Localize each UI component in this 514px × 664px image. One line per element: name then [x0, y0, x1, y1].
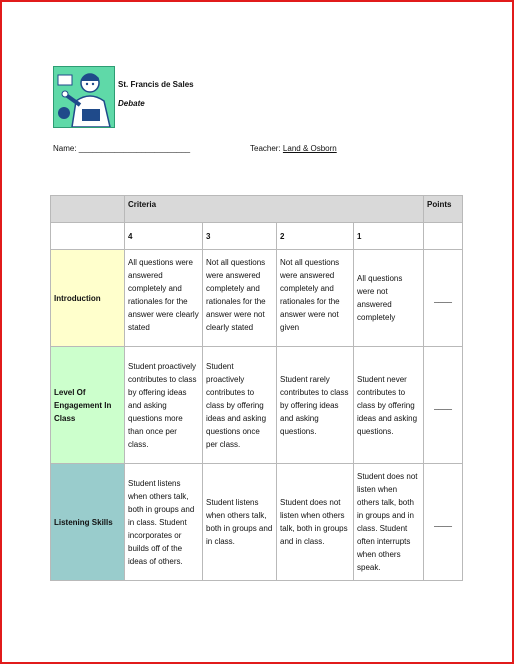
- rubric-cell: Student listens when others talk, both in groups and in class.: [203, 464, 277, 581]
- points-blank: ____: [424, 464, 463, 581]
- rubric-cell: Student rarely contributes to class by offering ideas and asking questions.: [277, 347, 354, 464]
- rubric-cell: Not all questions were answered completely and rationales for the answer were not given: [277, 250, 354, 347]
- rubric-cell: All questions were not answered completely: [354, 250, 424, 347]
- rubric-cell: Student does not listen when others talk, both in groups and in class.: [277, 464, 354, 581]
- levels-blank-cell: [51, 223, 125, 250]
- rubric-cell: Student proactively contributes to class by offering ideas and asking questions once per class.: [203, 347, 277, 464]
- rubric-cell: All questions were answered completely and rationales for the answer were clearly stated: [125, 250, 203, 347]
- teacher-field: [250, 144, 337, 153]
- criterion-engagement: Level Of Engagement In Class: [51, 347, 125, 464]
- levels-points-blank: [424, 223, 463, 250]
- name-blank: _________________________: [78, 144, 191, 153]
- table-row: [51, 250, 463, 347]
- table-row: [51, 347, 463, 464]
- rubric-cell: Student does not listen when others talk, both in groups and in class. Student often interrupts when others speak.: [354, 464, 424, 581]
- name-field: [53, 144, 190, 153]
- points-blank: ____: [424, 250, 463, 347]
- rubric-cell: Not all questions were answered completely and rationales for the answer were not clearly stated: [203, 250, 277, 347]
- rubric-cell: Student never contributes to class by offering ideas and asking questions.: [354, 347, 424, 464]
- clipart-logo: [53, 66, 115, 128]
- criterion-listening: Listening Skills: [51, 464, 125, 581]
- points-blank: ____: [424, 347, 463, 464]
- level-header: 2: [277, 223, 354, 250]
- teacher-value: Land & Osborn: [282, 144, 337, 153]
- name-label: Name:: [53, 144, 77, 153]
- subject-title: Debate: [118, 99, 145, 108]
- points-header: Points: [424, 196, 463, 223]
- school-name: St. Francis de Sales: [118, 80, 194, 89]
- teacher-label: Teacher:: [250, 144, 281, 153]
- level-header: 4: [125, 223, 203, 250]
- level-header: 3: [203, 223, 277, 250]
- header-blank-cell: [51, 196, 125, 223]
- table-row: [51, 464, 463, 581]
- rubric-cell: Student proactively contributes to class by offering ideas and asking questions more than once per class.: [125, 347, 203, 464]
- level-header: 1: [354, 223, 424, 250]
- rubric-header-row: [51, 196, 463, 223]
- criteria-header: Criteria: [125, 196, 424, 223]
- rubric-cell: Student listens when others talk, both in groups and in class. Student incorporates or builds off of the ideas of others.: [125, 464, 203, 581]
- criterion-introduction: Introduction: [51, 250, 125, 347]
- rubric-table: [50, 195, 463, 581]
- levels-row: [51, 223, 463, 250]
